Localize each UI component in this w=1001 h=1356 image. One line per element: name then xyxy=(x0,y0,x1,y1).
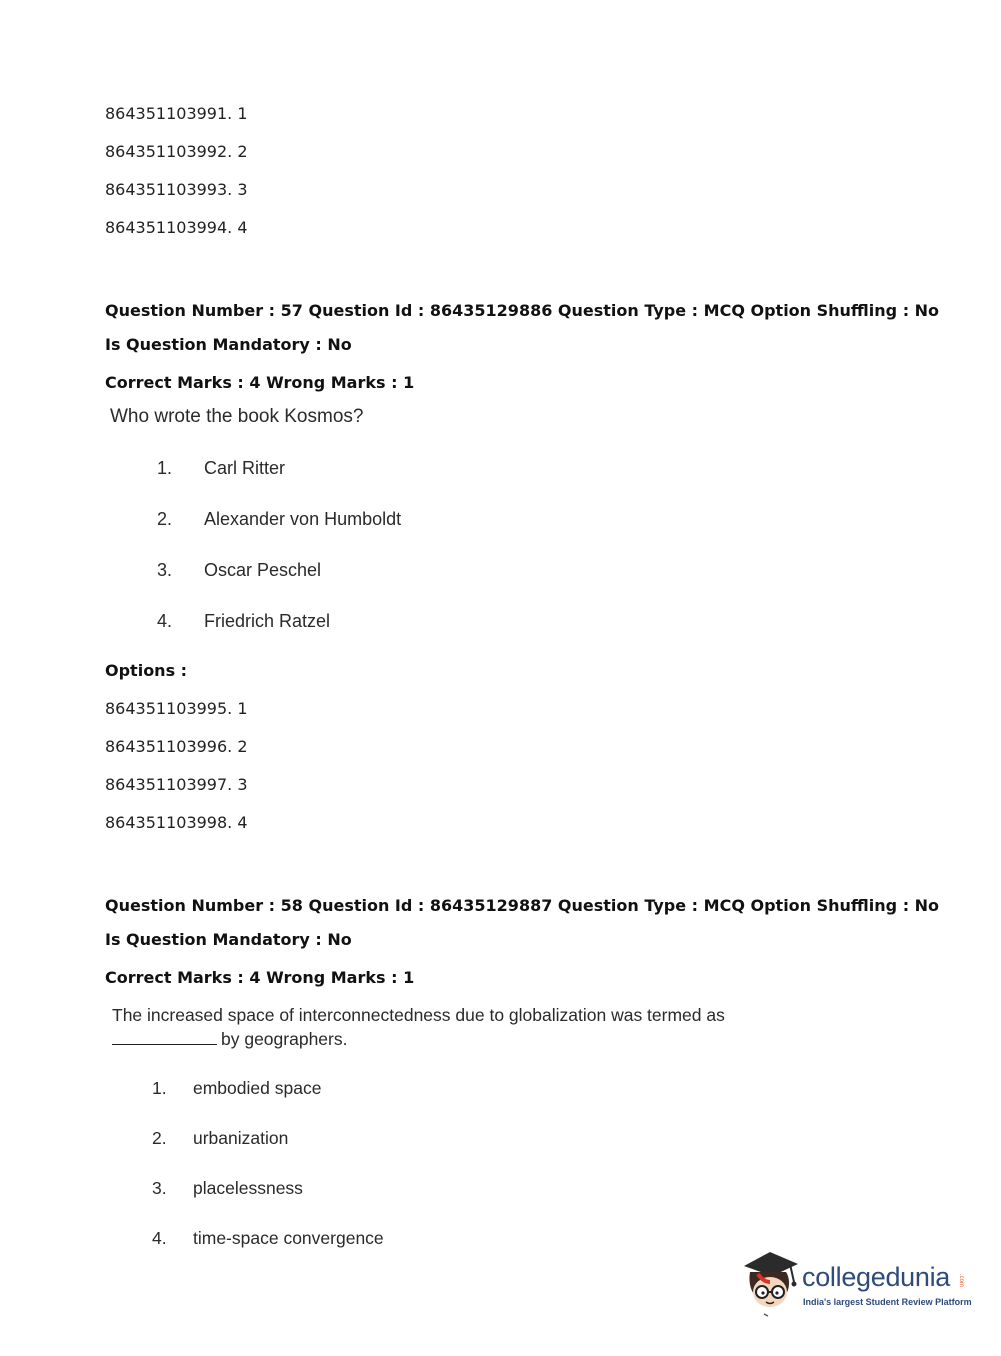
logo-tagline: India's largest Student Review Platform xyxy=(803,1297,972,1307)
q57-answer-1-text: Carl Ritter xyxy=(204,458,286,478)
q57-answer-2-text: Alexander von Humboldt xyxy=(204,509,402,529)
q58-mandatory: Is Question Mandatory : No xyxy=(105,930,352,949)
q57-question-text: Who wrote the book Kosmos? xyxy=(110,406,364,427)
prev-option-4: 864351103994. 4 xyxy=(105,218,248,237)
q58-question-line1: The increased space of interconnectedness due to globalization was termed as xyxy=(112,1005,725,1025)
q57-answer-1-num: 1. xyxy=(157,458,173,478)
q57-options-label: Options : xyxy=(105,661,188,680)
q57-mandatory: Is Question Mandatory : No xyxy=(105,335,352,354)
q58-answer-3-text: placelessness xyxy=(193,1178,303,1198)
q58-question-line2-text: by geographers. xyxy=(221,1029,348,1049)
q57-answer-3-text: Oscar Peschel xyxy=(204,560,322,580)
logo-com: .com xyxy=(958,1274,964,1288)
q58-answer-2-num: 2. xyxy=(152,1128,167,1148)
prev-option-2: 864351103992. 2 xyxy=(105,142,248,161)
q57-answer-4-text: Friedrich Ratzel xyxy=(204,611,331,631)
q58-answer-4-num: 4. xyxy=(152,1228,167,1248)
q58-answer-1-num: 1. xyxy=(152,1078,167,1098)
q58-marks: Correct Marks : 4 Wrong Marks : 1 xyxy=(105,968,415,987)
prev-option-1: 864351103991. 1 xyxy=(105,104,248,123)
prev-option-3: 864351103993. 3 xyxy=(105,180,248,199)
q58-answer-2-text: urbanization xyxy=(193,1128,289,1148)
q57-answer-3-num: 3. xyxy=(157,560,173,580)
q58-answer-4-text: time-space convergence xyxy=(193,1228,384,1248)
fill-in-blank xyxy=(112,1030,217,1045)
q57-option-3: 864351103997. 3 xyxy=(105,775,248,794)
q57-answer-2-num: 2. xyxy=(157,509,173,529)
q57-marks: Correct Marks : 4 Wrong Marks : 1 xyxy=(105,373,415,392)
q58-header: Question Number : 58 Question Id : 86435129887 Question Type : MCQ Option Shuffling : No xyxy=(105,896,940,915)
q57-header: Question Number : 57 Question Id : 86435129886 Question Type : MCQ Option Shuffling : No xyxy=(105,301,940,320)
q57-option-4: 864351103998. 4 xyxy=(105,813,248,832)
q57-option-2: 864351103996. 2 xyxy=(105,737,248,756)
q57-option-1: 864351103995. 1 xyxy=(105,699,248,718)
logo-wordmark: collegedunia xyxy=(802,1262,951,1292)
q58-answer-3-num: 3. xyxy=(152,1178,167,1198)
q58-question-line2 xyxy=(112,1029,347,1050)
q58-answer-1-text: embodied space xyxy=(193,1078,322,1098)
student-mascot-icon xyxy=(740,1248,802,1318)
q57-answer-4-num: 4. xyxy=(157,611,173,631)
